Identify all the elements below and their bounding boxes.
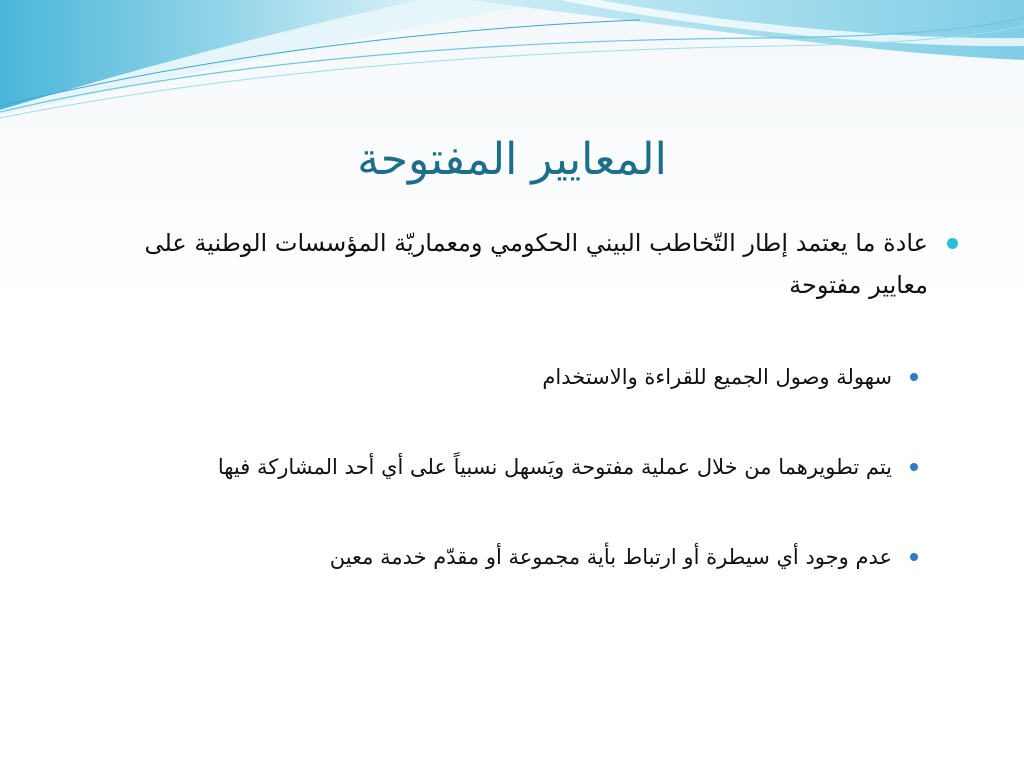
main-bullet (82, 222, 962, 306)
bullet-dot-icon (910, 373, 918, 381)
sub-bullet-text: يتم تطويرهما من خلال عملية مفتوحة ويَسهل نسبياً على أي أحد المشاركة فيها (217, 455, 892, 479)
bullet-dot-icon (947, 238, 958, 249)
main-bullet-text: عادة ما يعتمد إطار التّخاطب البيني الحكومي ومعماريّة المؤسسات الوطنية على معايير مفتوحة (144, 229, 928, 299)
slide-title: المعايير المفتوحة (357, 134, 667, 185)
slide-content (82, 222, 962, 628)
sub-bullet-text: سهولة وصول الجميع للقراءة والاستخدام (542, 365, 892, 389)
bullet-dot-icon (910, 553, 918, 561)
sub-bullet-text: عدم وجود أي سيطرة أو ارتباط بأية مجموعة أو مقدّم خدمة معين (329, 545, 892, 569)
sub-bullet (82, 538, 962, 576)
sub-bullet (82, 358, 962, 396)
sub-bullet (82, 448, 962, 486)
wave-decoration (0, 0, 1024, 130)
bullet-dot-icon (910, 463, 918, 471)
